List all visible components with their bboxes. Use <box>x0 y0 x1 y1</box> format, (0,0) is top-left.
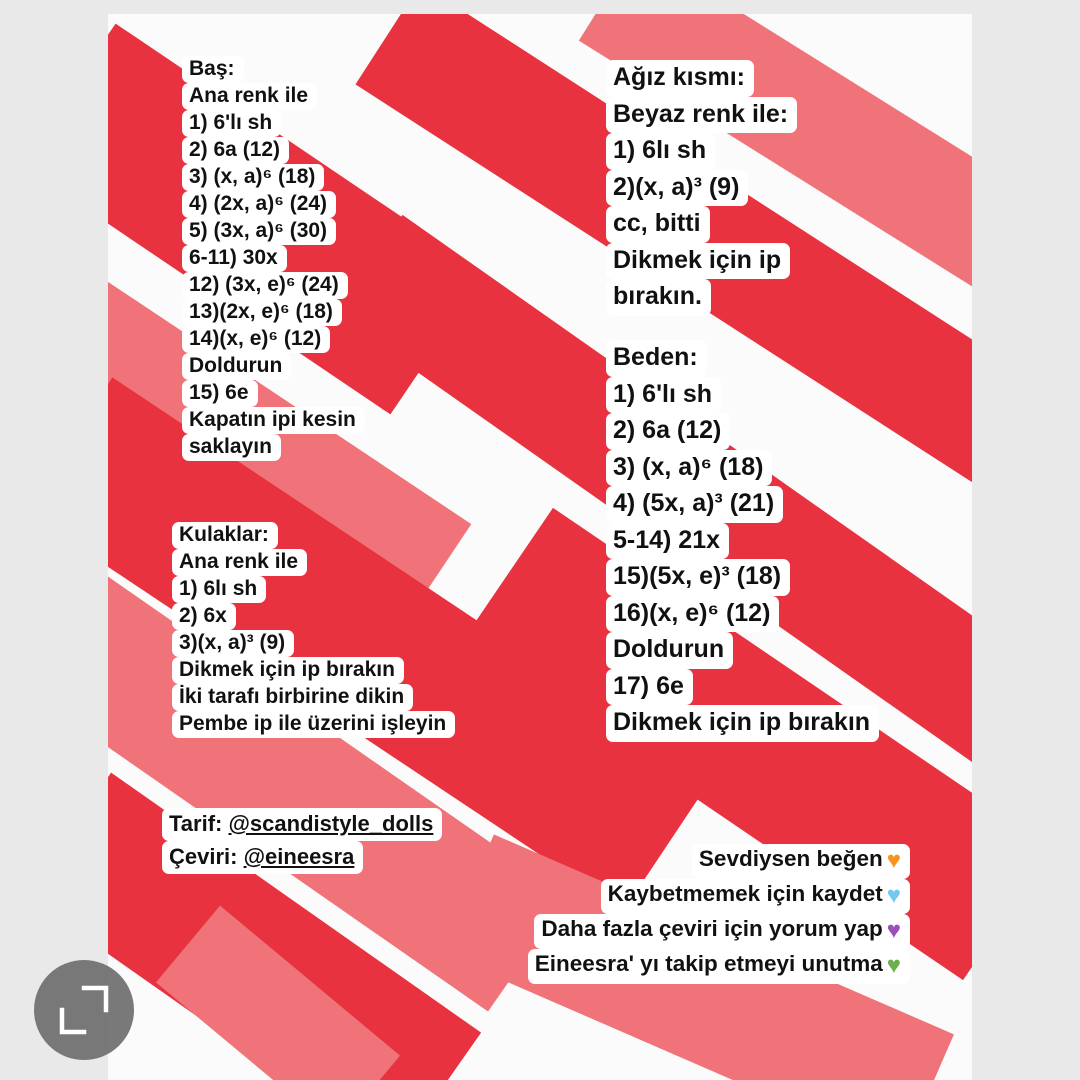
beden-line: Doldurun <box>606 632 733 669</box>
kulaklar-line: Dikmek için ip bırakın <box>172 657 404 684</box>
beden-line: Beden: <box>606 340 707 377</box>
beden-line: 16)(x, e)⁶ (12) <box>606 596 779 633</box>
agiz-line: Beyaz renk ile: <box>606 97 797 134</box>
kulaklar-line: Ana renk ile <box>172 549 307 576</box>
beden-line: 15)(5x, e)³ (18) <box>606 559 790 596</box>
blue-heart-icon: ♥ <box>886 881 901 909</box>
cta-text: Kaybetmemek için kaydet <box>607 880 883 906</box>
beden-line: 2) 6a (12) <box>606 413 730 450</box>
recipe-card <box>108 14 972 1080</box>
bas-section <box>182 56 365 461</box>
ceviri-handle-link[interactable]: @eineesra <box>243 843 355 869</box>
bas-line: 2) 6a (12) <box>182 137 289 164</box>
bas-line: Ana renk ile <box>182 83 317 110</box>
tarif-label: Tarif: <box>169 811 229 836</box>
bas-line: 12) (3x, e)⁶ (24) <box>182 272 348 299</box>
bas-line: 13)(2x, e)⁶ (18) <box>182 299 342 326</box>
credits-section <box>162 808 442 874</box>
expand-icon <box>58 984 110 1036</box>
beden-line: 3) (x, a)⁶ (18) <box>606 450 772 487</box>
kulaklar-line: Kulaklar: <box>172 522 278 549</box>
cta-text: Eineesra' yı takip etmeyi unutma <box>534 950 883 976</box>
expand-button[interactable] <box>34 960 134 1060</box>
kulaklar-line: Pembe ip ile üzerini işleyin <box>172 711 455 738</box>
kulaklar-line: İki tarafı birbirine dikin <box>172 684 413 711</box>
bas-line: 1) 6'lı sh <box>182 110 281 137</box>
beden-line: 1) 6'lı sh <box>606 377 721 414</box>
bas-line: Baş: <box>182 56 244 83</box>
cta-text: Daha fazla çeviri için yorum yap <box>541 915 883 941</box>
bas-line: 4) (2x, a)⁶ (24) <box>182 191 336 218</box>
cta-line <box>534 914 910 949</box>
agiz-line: 1) 6lı sh <box>606 133 715 170</box>
bas-line: 15) 6e <box>182 380 258 407</box>
bas-line: 6-11) 30x <box>182 245 287 272</box>
green-heart-icon: ♥ <box>886 951 901 979</box>
beden-section <box>606 340 879 742</box>
bas-line: 3) (x, a)⁶ (18) <box>182 164 324 191</box>
agiz-line: 2)(x, a)³ (9) <box>606 170 748 207</box>
bas-line: 14)(x, e)⁶ (12) <box>182 326 330 353</box>
cta-line <box>528 949 910 984</box>
beden-line: Dikmek için ip bırakın <box>606 705 879 742</box>
purple-heart-icon: ♥ <box>886 916 901 944</box>
agiz-line: cc, bitti <box>606 206 710 243</box>
cta-section <box>528 844 910 984</box>
agiz-section <box>606 60 797 316</box>
bas-line: saklayın <box>182 434 281 461</box>
kulaklar-line: 3)(x, a)³ (9) <box>172 630 294 657</box>
tarif-handle-link[interactable]: @scandistyle_dolls <box>228 811 434 836</box>
cta-line <box>692 844 910 879</box>
agiz-line: Ağız kısmı: <box>606 60 754 97</box>
cta-text: Sevdiysen beğen <box>698 846 883 871</box>
bas-line: Kapatın ipi kesin <box>182 407 365 434</box>
cta-line <box>601 879 910 914</box>
credit-tarif <box>162 808 442 841</box>
orange-heart-icon: ♥ <box>886 847 901 874</box>
agiz-line: bırakın. <box>606 279 711 316</box>
beden-line: 17) 6e <box>606 669 693 706</box>
beden-line: 5-14) 21x <box>606 523 729 560</box>
kulaklar-line: 1) 6lı sh <box>172 576 266 603</box>
beden-line: 4) (5x, a)³ (21) <box>606 486 783 523</box>
credit-ceviri <box>162 841 363 874</box>
kulaklar-line: 2) 6x <box>172 603 236 630</box>
bas-line: Doldurun <box>182 353 291 380</box>
ceviri-label: Çeviri: <box>169 843 244 869</box>
bas-line: 5) (3x, a)⁶ (30) <box>182 218 336 245</box>
kulaklar-section <box>172 522 455 738</box>
agiz-line: Dikmek için ip <box>606 243 790 280</box>
